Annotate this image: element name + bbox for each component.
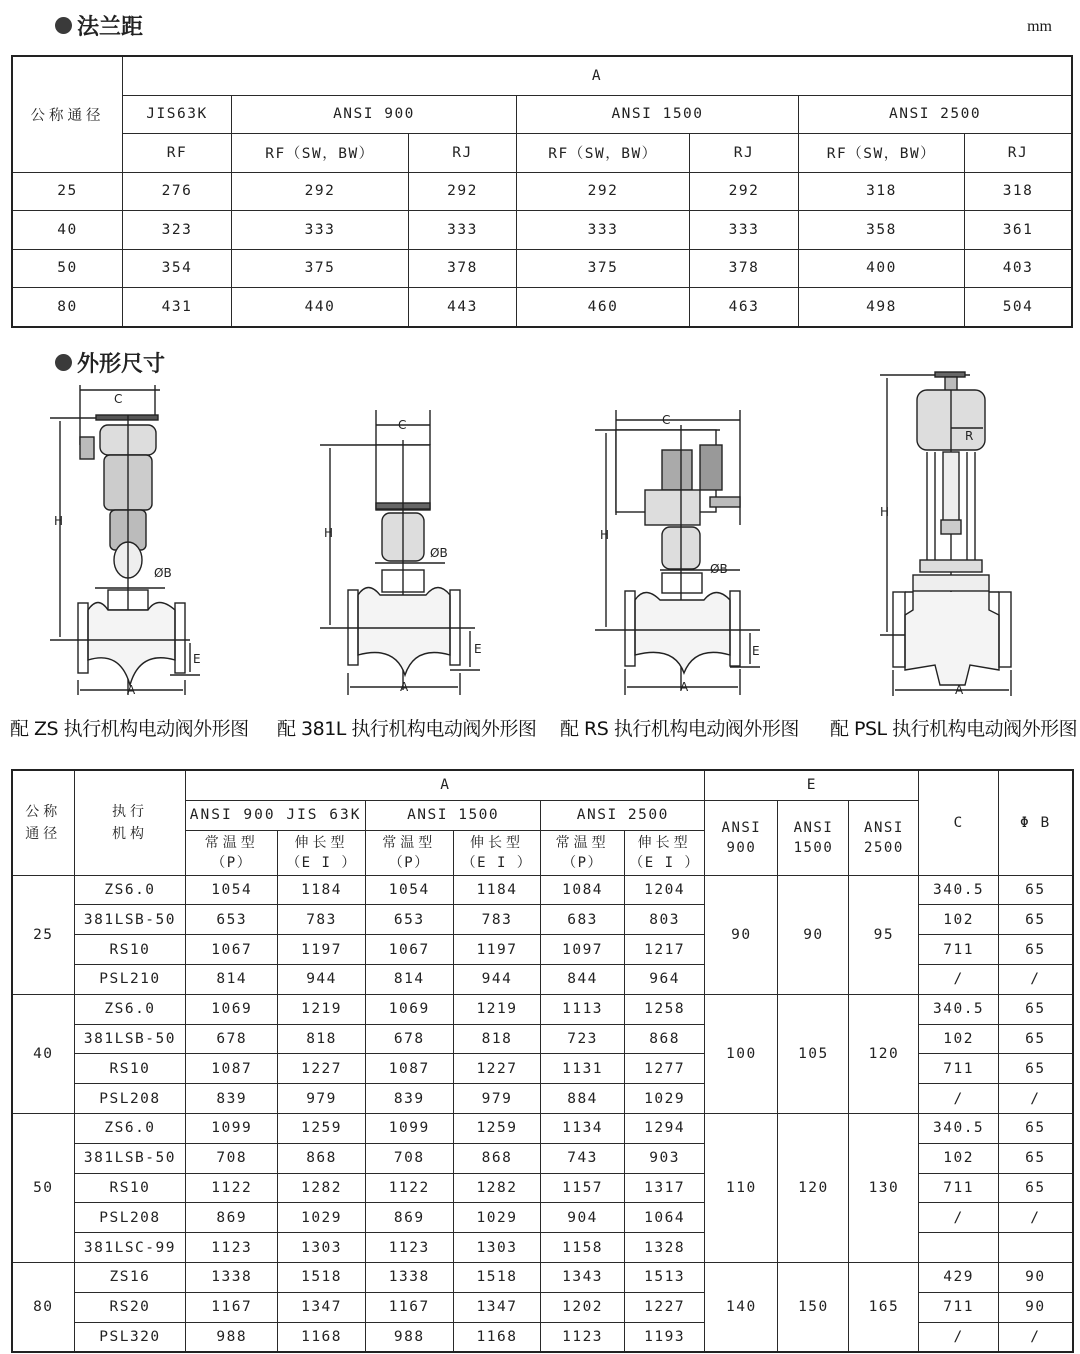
psl-valve-diagram <box>875 370 1035 700</box>
a-value-cell: 1123 <box>365 1233 453 1263</box>
b-value-cell: / <box>998 1084 1072 1114</box>
bullet-icon <box>55 17 72 34</box>
a-value-cell: 1197 <box>453 935 541 965</box>
actuator-cell: RS10 <box>74 1054 186 1084</box>
b-value-cell: 65 <box>998 1173 1072 1203</box>
a-value-cell: 1317 <box>624 1173 704 1203</box>
a-value-cell: 1282 <box>453 1173 541 1203</box>
dn-cell: 50 <box>13 1113 75 1262</box>
b-value-cell: / <box>998 1322 1072 1352</box>
standard-header: JIS63K <box>123 95 232 134</box>
standard-header: ANSI 900 <box>232 95 517 134</box>
a-value-cell: 1167 <box>365 1292 453 1322</box>
c-value-cell <box>919 1233 998 1263</box>
a-value-cell: 1328 <box>624 1233 704 1263</box>
value-cell: 358 <box>799 211 965 250</box>
psl-diagram-caption: 配 PSL 执行机构电动阀外形图 <box>830 718 1078 740</box>
dn-cell: 40 <box>13 211 123 250</box>
a-value-cell: 944 <box>278 964 366 994</box>
a-value-cell: 678 <box>365 1024 453 1054</box>
value-cell: 276 <box>123 172 232 211</box>
a-value-cell: 1343 <box>541 1262 625 1292</box>
a-value-cell: 1347 <box>278 1292 366 1322</box>
b-value-cell: 65 <box>998 1113 1072 1143</box>
type-label: 常温型 <box>555 834 610 851</box>
a-value-cell: 1087 <box>365 1054 453 1084</box>
c-value-cell: 102 <box>919 905 998 935</box>
actuator-cell: PSL320 <box>74 1322 186 1352</box>
a-value-cell: 1029 <box>278 1203 366 1233</box>
subcol-header: RJ <box>690 134 799 173</box>
c-value-cell: / <box>919 1084 998 1114</box>
a-value-cell: 884 <box>541 1084 625 1114</box>
value-cell: 378 <box>409 249 517 288</box>
outline-section-title <box>55 347 165 378</box>
actuator-cell: 381LSB-50 <box>74 905 186 935</box>
value-cell: 498 <box>799 288 965 327</box>
normal-temp-type-header <box>541 830 625 875</box>
a-value-cell: 708 <box>186 1143 278 1173</box>
a-value-cell: 904 <box>541 1203 625 1233</box>
dn-cell: 25 <box>13 172 123 211</box>
nominal-diameter-header: 公称通径 <box>13 57 123 173</box>
a-value-cell: 869 <box>186 1203 278 1233</box>
dn-cell: 40 <box>13 994 75 1113</box>
e-std-line: 1500 <box>793 839 834 856</box>
a-value-cell: 708 <box>365 1143 453 1173</box>
value-cell: 318 <box>965 172 1072 211</box>
e-std-line: ANSI <box>793 819 834 836</box>
a-value-cell: 1197 <box>278 935 366 965</box>
a-value-cell: 683 <box>541 905 625 935</box>
e-std-line: ANSI <box>721 819 762 836</box>
a-value-cell: 1513 <box>624 1262 704 1292</box>
b-value-cell <box>998 1233 1072 1263</box>
a-value-cell: 1069 <box>365 994 453 1024</box>
a-value-cell: 944 <box>453 964 541 994</box>
a-value-cell: 653 <box>186 905 278 935</box>
c-value-cell: 102 <box>919 1024 998 1054</box>
value-cell: 323 <box>123 211 232 250</box>
a-value-cell: 1518 <box>278 1262 366 1292</box>
e-standard-header <box>778 800 849 875</box>
e-value-cell: 110 <box>705 1113 778 1262</box>
svg-text:H: H <box>324 526 334 540</box>
c-value-cell: 340.5 <box>919 994 998 1024</box>
value-cell: 333 <box>232 211 409 250</box>
standard-header: ANSI 2500 <box>799 95 1072 134</box>
c-value-cell: 711 <box>919 1173 998 1203</box>
a-value-cell: 1277 <box>624 1054 704 1084</box>
a-value-cell: 1029 <box>624 1084 704 1114</box>
b-value-cell: 65 <box>998 875 1072 905</box>
a-value-cell: 1282 <box>278 1173 366 1203</box>
table-row <box>13 875 1073 905</box>
a-value-cell: 1303 <box>453 1233 541 1263</box>
svg-text:H: H <box>54 514 64 528</box>
a-standard-header: ANSI 2500 <box>541 800 705 830</box>
a-value-cell: 1122 <box>365 1173 453 1203</box>
e-value-cell: 120 <box>778 1113 849 1262</box>
flange-section-title <box>55 10 143 41</box>
a-value-cell: 1067 <box>186 935 278 965</box>
a-value-cell: 723 <box>541 1024 625 1054</box>
bullet-icon <box>55 354 72 371</box>
value-cell: 378 <box>690 249 799 288</box>
value-cell: 292 <box>517 172 690 211</box>
c-value-cell: 429 <box>919 1262 998 1292</box>
c-value-cell: / <box>919 1203 998 1233</box>
dn-cell: 80 <box>13 288 123 327</box>
a-value-cell: 1227 <box>278 1054 366 1084</box>
value-cell: 375 <box>517 249 690 288</box>
a-standard-header: ANSI 900 JIS 63K <box>186 800 366 830</box>
actuator-cell: RS10 <box>74 935 186 965</box>
a-value-cell: 743 <box>541 1143 625 1173</box>
a-value-cell: 1259 <box>453 1113 541 1143</box>
a-value-cell: 1202 <box>541 1292 625 1322</box>
value-cell: 460 <box>517 288 690 327</box>
b-value-cell: 65 <box>998 1024 1072 1054</box>
svg-text:H: H <box>880 505 890 519</box>
type-code: （P） <box>562 854 604 871</box>
a-value-cell: 1084 <box>541 875 625 905</box>
a-value-cell: 1168 <box>453 1322 541 1352</box>
value-cell: 463 <box>690 288 799 327</box>
a-value-cell: 988 <box>365 1322 453 1352</box>
svg-text:H: H <box>600 528 610 542</box>
b-value-cell: 65 <box>998 1054 1072 1084</box>
c-value-cell: 711 <box>919 935 998 965</box>
extended-type-header <box>453 830 541 875</box>
a-value-cell: 1259 <box>278 1113 366 1143</box>
b-value-cell: / <box>998 964 1072 994</box>
a-value-cell: 1303 <box>278 1233 366 1263</box>
a-value-cell: 1158 <box>541 1233 625 1263</box>
unit-label: mm <box>1027 18 1052 35</box>
value-cell: 431 <box>123 288 232 327</box>
actuator-cell: ZS6.0 <box>74 875 186 905</box>
a-value-cell: 964 <box>624 964 704 994</box>
a-value-cell: 1294 <box>624 1113 704 1143</box>
table-row <box>13 249 1072 288</box>
type-label: 伸长型 <box>469 834 524 851</box>
a-value-cell: 1157 <box>541 1173 625 1203</box>
a-value-cell: 1069 <box>186 994 278 1024</box>
type-code: （P） <box>211 854 253 871</box>
a-value-cell: 1064 <box>624 1203 704 1233</box>
a-value-cell: 1123 <box>186 1233 278 1263</box>
a-value-cell: 1067 <box>365 935 453 965</box>
a-value-cell: 1097 <box>541 935 625 965</box>
svg-text:C: C <box>398 418 407 432</box>
a-value-cell: 839 <box>365 1084 453 1114</box>
c-header: C <box>919 771 998 876</box>
a-value-cell: 814 <box>365 964 453 994</box>
b-value-cell: 90 <box>998 1262 1072 1292</box>
value-cell: 333 <box>409 211 517 250</box>
a-value-cell: 868 <box>453 1143 541 1173</box>
svg-text:ØB: ØB <box>430 546 448 560</box>
a-value-cell: 1113 <box>541 994 625 1024</box>
normal-temp-type-header <box>186 830 278 875</box>
a-value-cell: 818 <box>453 1024 541 1054</box>
a-value-cell: 783 <box>453 905 541 935</box>
b-value-cell: 90 <box>998 1292 1072 1322</box>
a-value-cell: 1219 <box>278 994 366 1024</box>
a-value-cell: 1099 <box>365 1113 453 1143</box>
a-value-cell: 814 <box>186 964 278 994</box>
c-value-cell: 340.5 <box>919 1113 998 1143</box>
e-value-cell: 105 <box>778 994 849 1113</box>
rs-valve-diagram <box>590 405 790 700</box>
a-value-cell: 1054 <box>365 875 453 905</box>
a-value-cell: 1087 <box>186 1054 278 1084</box>
type-label: 伸长型 <box>294 834 349 851</box>
a-value-cell: 1193 <box>624 1322 704 1352</box>
flange-distance-table <box>12 56 1072 327</box>
rs-diagram-caption: 配 RS 执行机构电动阀外形图 <box>560 718 799 740</box>
b-value-cell: / <box>998 1203 1072 1233</box>
a-value-cell: 783 <box>278 905 366 935</box>
c-value-cell: / <box>919 964 998 994</box>
type-code: （P） <box>388 854 430 871</box>
a-value-cell: 1184 <box>278 875 366 905</box>
dn-header-text: 公称通径 <box>25 803 62 842</box>
dimension-table-body <box>13 875 1073 1352</box>
a-value-cell: 678 <box>186 1024 278 1054</box>
a-value-cell: 818 <box>278 1024 366 1054</box>
a-value-cell: 1217 <box>624 935 704 965</box>
value-cell: 292 <box>409 172 517 211</box>
subcol-header: RF（SW，BW） <box>517 134 690 173</box>
svg-text:A: A <box>680 680 689 694</box>
value-cell: 375 <box>232 249 409 288</box>
subcol-header: RJ <box>409 134 517 173</box>
value-cell: 361 <box>965 211 1072 250</box>
value-cell: 333 <box>517 211 690 250</box>
a-value-cell: 844 <box>541 964 625 994</box>
zs-diagram-caption: 配 ZS 执行机构电动阀外形图 <box>10 718 249 740</box>
e-value-cell: 100 <box>705 994 778 1113</box>
actuator-header <box>74 771 186 876</box>
e-std-line: 2500 <box>864 839 904 856</box>
value-cell: 403 <box>965 249 1072 288</box>
e-value-cell: 95 <box>849 875 919 994</box>
a-value-cell: 979 <box>278 1084 366 1114</box>
actuator-cell: ZS6.0 <box>74 994 186 1024</box>
actuator-header-text: 执行机构 <box>111 803 148 842</box>
c-value-cell: / <box>919 1322 998 1352</box>
e-standard-header <box>705 800 778 875</box>
e-value-cell: 90 <box>778 875 849 994</box>
extended-type-header <box>624 830 704 875</box>
actuator-cell: 381LSB-50 <box>74 1143 186 1173</box>
a-value-cell: 803 <box>624 905 704 935</box>
type-label: 伸长型 <box>637 834 692 851</box>
svg-text:C: C <box>114 392 123 406</box>
e-value-cell: 150 <box>778 1262 849 1351</box>
a-value-cell: 1184 <box>453 875 541 905</box>
a-value-cell: 1219 <box>453 994 541 1024</box>
dn-cell: 80 <box>13 1262 75 1351</box>
a-value-cell: 903 <box>624 1143 704 1173</box>
table-row <box>13 994 1073 1024</box>
subcol-header: RF（SW，BW） <box>799 134 965 173</box>
type-code: （E I ） <box>461 854 533 871</box>
a-value-cell: 988 <box>186 1322 278 1352</box>
table-row <box>13 1113 1073 1143</box>
table-row <box>13 211 1072 250</box>
dn-cell: 25 <box>13 875 75 994</box>
a-value-cell: 1134 <box>541 1113 625 1143</box>
a-value-cell: 1167 <box>186 1292 278 1322</box>
a-value-cell: 653 <box>365 905 453 935</box>
a-standard-header: ANSI 1500 <box>365 800 540 830</box>
actuator-cell: ZS6.0 <box>74 1113 186 1143</box>
extended-type-header <box>278 830 366 875</box>
flange-table-body <box>13 172 1072 326</box>
e-value-cell: 120 <box>849 994 919 1113</box>
outline-title-text: 外形尺寸 <box>77 352 166 377</box>
a-value-cell: 869 <box>365 1203 453 1233</box>
a-value-cell: 868 <box>278 1143 366 1173</box>
table-row <box>13 172 1072 211</box>
a-value-cell: 1099 <box>186 1113 278 1143</box>
e-standard-header <box>849 800 919 875</box>
svg-text:ØB: ØB <box>710 562 728 576</box>
a-value-cell: 1338 <box>365 1262 453 1292</box>
type-label: 常温型 <box>204 834 259 851</box>
zs-valve-diagram <box>40 385 240 700</box>
value-cell: 333 <box>690 211 799 250</box>
b-value-cell: 65 <box>998 1143 1072 1173</box>
e-group-header: E <box>705 771 919 801</box>
actuator-cell: PSL210 <box>74 964 186 994</box>
value-cell: 318 <box>799 172 965 211</box>
actuator-cell: RS20 <box>74 1292 186 1322</box>
e-value-cell: 165 <box>849 1262 919 1351</box>
outline-dimension-table <box>12 770 1073 1352</box>
381l-diagram-caption: 配 381L 执行机构电动阀外形图 <box>277 718 537 740</box>
actuator-cell: ZS16 <box>74 1262 186 1292</box>
e-value-cell: 90 <box>705 875 778 994</box>
svg-text:ØB: ØB <box>154 566 172 580</box>
subcol-header: RF（SW，BW） <box>232 134 409 173</box>
svg-text:A: A <box>955 683 964 697</box>
e-value-cell: 130 <box>849 1113 919 1262</box>
svg-text:C: C <box>662 413 671 427</box>
a-value-cell: 839 <box>186 1084 278 1114</box>
a-value-cell: 1338 <box>186 1262 278 1292</box>
table-row <box>13 288 1072 327</box>
actuator-cell: RS10 <box>74 1173 186 1203</box>
381l-valve-diagram <box>300 405 500 700</box>
b-value-cell: 65 <box>998 905 1072 935</box>
svg-text:A: A <box>127 683 136 697</box>
value-cell: 443 <box>409 288 517 327</box>
svg-text:E: E <box>193 652 201 666</box>
e-std-line: ANSI <box>864 819 904 836</box>
svg-text:E: E <box>474 642 482 656</box>
a-value-cell: 1123 <box>541 1322 625 1352</box>
actuator-cell: 381LSB-50 <box>74 1024 186 1054</box>
a-value-cell: 1347 <box>453 1292 541 1322</box>
a-value-cell: 1204 <box>624 875 704 905</box>
normal-temp-type-header <box>365 830 453 875</box>
c-value-cell: 102 <box>919 1143 998 1173</box>
subcol-header: RJ <box>965 134 1072 173</box>
c-value-cell: 340.5 <box>919 875 998 905</box>
flange-title-text: 法兰距 <box>77 15 144 40</box>
type-code: （E I ） <box>286 854 357 871</box>
a-value-cell: 1131 <box>541 1054 625 1084</box>
value-cell: 504 <box>965 288 1072 327</box>
actuator-cell: PSL208 <box>74 1084 186 1114</box>
a-value-cell: 1227 <box>453 1054 541 1084</box>
e-value-cell: 140 <box>705 1262 778 1351</box>
a-group-header: A <box>186 771 705 801</box>
b-value-cell: 65 <box>998 994 1072 1024</box>
a-value-cell: 1122 <box>186 1173 278 1203</box>
actuator-cell: 381LSC-99 <box>74 1233 186 1263</box>
e-std-line: 900 <box>726 839 757 856</box>
svg-text:E: E <box>752 644 760 658</box>
c-value-cell: 711 <box>919 1292 998 1322</box>
svg-text:R: R <box>965 429 974 443</box>
c-value-cell: 711 <box>919 1054 998 1084</box>
value-cell: 400 <box>799 249 965 288</box>
svg-text:A: A <box>400 680 409 694</box>
table-row <box>13 1262 1073 1292</box>
a-value-cell: 1054 <box>186 875 278 905</box>
b-value-cell: 65 <box>998 935 1072 965</box>
value-cell: 292 <box>690 172 799 211</box>
a-value-cell: 979 <box>453 1084 541 1114</box>
dn-header <box>13 771 75 876</box>
a-value-cell: 1029 <box>453 1203 541 1233</box>
phi-b-header: Φ B <box>998 771 1072 876</box>
standard-header: ANSI 1500 <box>517 95 799 134</box>
a-value-cell: 1227 <box>624 1292 704 1322</box>
a-value-cell: 1518 <box>453 1262 541 1292</box>
a-value-cell: 1258 <box>624 994 704 1024</box>
a-value-cell: 868 <box>624 1024 704 1054</box>
type-label: 常温型 <box>382 834 437 851</box>
a-group-header: A <box>123 57 1072 96</box>
a-value-cell: 1168 <box>278 1322 366 1352</box>
value-cell: 440 <box>232 288 409 327</box>
actuator-cell: PSL208 <box>74 1203 186 1233</box>
subcol-header: RF <box>123 134 232 173</box>
value-cell: 292 <box>232 172 409 211</box>
value-cell: 354 <box>123 249 232 288</box>
type-code: （E I ） <box>629 854 700 871</box>
dn-cell: 50 <box>13 249 123 288</box>
